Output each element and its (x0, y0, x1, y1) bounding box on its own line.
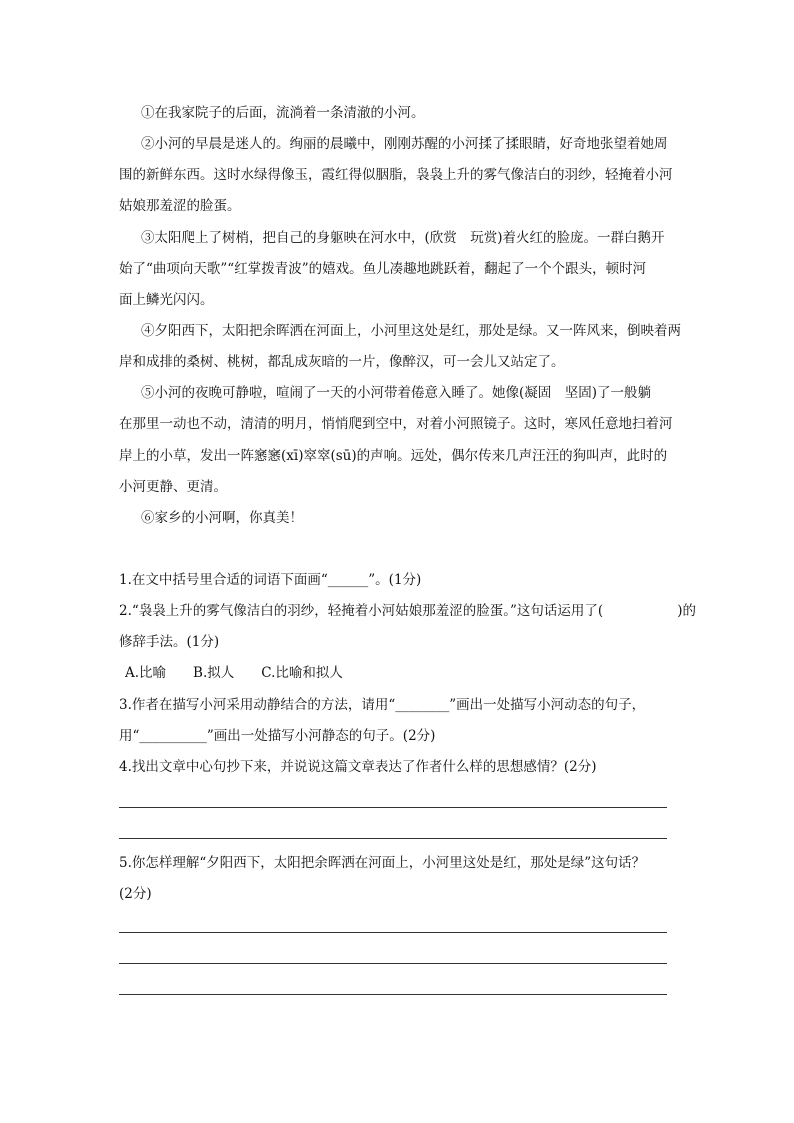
question-1: 1.在文中括号里合适的词语下面画“______”。(1分) (119, 572, 422, 588)
question-2-line-1 (119, 601, 696, 621)
paragraph-3-line-3: 面上鳞光闪闪。 (119, 292, 214, 308)
paragraph-2-line-3: 姑娘那羞涩的脸蛋。 (119, 198, 241, 214)
paragraph-5-line-4: 小河更静、更清。 (119, 479, 227, 495)
question-5-answer-line-3[interactable] (119, 994, 667, 995)
question-2-text: 2.“袅袅上升的雾气像洁白的羽纱，轻掩着小河姑娘那羞涩的脸蛋。”这句话运用了( (119, 603, 604, 619)
question-2-line-2: 修辞手法。(1分) (119, 634, 220, 650)
question-3-line-2: 用“__________”画出一处描写小河静态的句子。(2分) (119, 728, 436, 744)
paragraph-5-line-2: 在那里一动也不动，清清的明月，悄悄爬到空中，对着小河照镜子。这时，寒风任意地扫着河 (119, 416, 673, 432)
paragraph-5-line-3: 岸上的小草，发出一阵窸窸(xī)窣窣(sū)的声响。远处，偶尔传来几声汪汪的狗叫声，此时的 (119, 448, 668, 464)
question-5-answer-line-2[interactable] (119, 963, 667, 964)
question-4-answer-line-1[interactable] (119, 807, 667, 808)
question-3-line-1: 3.作者在描写小河采用动静结合的方法，请用“________”画出一处描写小河动态的句子， (119, 697, 646, 713)
paragraph-6: ⑥家乡的小河啊，你真美！ (141, 510, 303, 526)
question-4: 4.找出文章中心句抄下来，并说说这篇文章表达了作者什么样的思想感情？(2分) (119, 759, 597, 775)
question-5-line-2: (2分) (119, 886, 152, 902)
question-4-answer-line-2[interactable] (119, 838, 667, 839)
paragraph-4-line-2: 岸和成排的桑树、桃树，都乱成灰暗的一片，像醉汉，可一会儿又站定了。 (119, 354, 565, 370)
question-2-suffix: )的 (677, 603, 696, 619)
question-5-answer-line-1[interactable] (119, 932, 667, 933)
paragraph-3-line-2: 始了“曲项向天歌”“红掌拨青波”的嬉戏。鱼儿凑趣地跳跃着，翻起了一个个跟头，顿时河 (119, 261, 647, 277)
paragraph-3-line-1: ③太阳爬上了树梢，把自己的身躯映在河水中，(欣赏 玩赏)着火红的脸庞。一群白鹅开 (141, 230, 665, 246)
paragraph-2-line-2: 围的新鲜东西。这时水绿得像玉，霞红得似胭脂，袅袅上升的雾气像洁白的羽纱，轻掩着小河 (119, 167, 673, 183)
paragraph-2-line-1: ②小河的早晨是迷人的。绚丽的晨曦中，刚刚苏醒的小河揉了揉眼睛，好奇地张望着她周 (141, 136, 668, 152)
paragraph-5-line-1: ⑤小河的夜晚可静啦，喧闹了一天的小河带着倦意入睡了。她像(凝固 坚固)了一般躺 (141, 385, 652, 401)
paragraph-1: ①在我家院子的后面，流淌着一条清澈的小河。 (141, 105, 425, 121)
question-5-line-1: 5.你怎样理解“夕阳西下，太阳把余晖洒在河面上，小河里这处是红，那处是绿”这句话？ (119, 855, 646, 871)
paragraph-4-line-1: ④夕阳西下，太阳把余晖洒在河面上，小河里这处是红，那处是绿。又一阵风来，倒映着两 (141, 323, 681, 339)
question-2-options: A.比喻 B.拟人 C.比喻和拟人 (125, 665, 343, 681)
